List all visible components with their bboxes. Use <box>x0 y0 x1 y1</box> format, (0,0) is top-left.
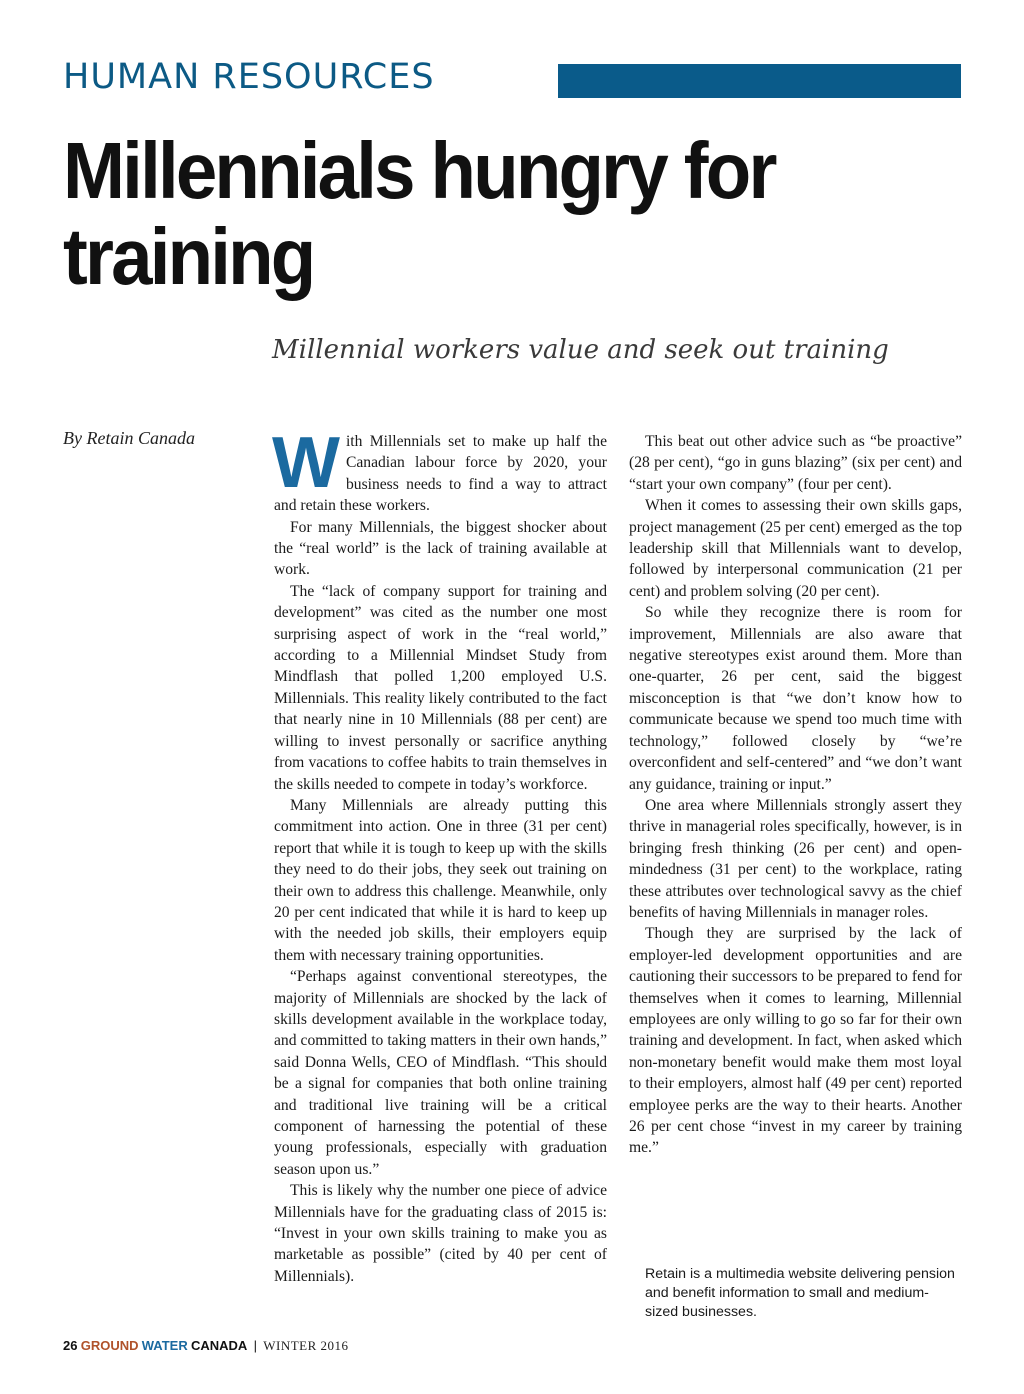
section-label: HUMAN RESOURCES <box>63 57 435 97</box>
page-number: 26 <box>63 1338 78 1353</box>
article-byline: By Retain Canada <box>63 428 195 448</box>
article-paragraph: Though they are surprised by the lack of employer-led development opportunities and are cautioning their successors to be prepared to fend for themselves when it comes to learning, Millennial employees are only willing to go so far for their own training and development. In fact, when asked which non-monetary benefit would make them most loyal to their employers, almost half (49 per cent) reported employee perks are the way to their hearts. Another 26 per cent chose “invest in my career by training me.” <box>629 925 962 1157</box>
page-footer <box>63 1338 349 1354</box>
magazine-name-part: WATER <box>141 1338 188 1353</box>
article-paragraph <box>272 423 607 517</box>
issue-date: WINTER 2016 <box>263 1338 349 1353</box>
article-paragraph: “Perhaps against conventional stereotypes, the majority of Millennials are shocked by the lack of skills development available in the workplace today, and committed to taking matters in their own hands,” said Donna Wells, CEO of Mindflash. “This should be a signal for companies that both online training and traditional live training will be a critical component of harnessing the potential of these young professionals, especially with graduation season upon us.” <box>274 968 607 1178</box>
author-note: Retain is a multimedia website delivering pension and benefit information to small and medium-sized businesses. <box>645 1266 955 1320</box>
article-paragraph: When it comes to assessing their own skills gaps, project management (25 per cent) emerged as the top leadership skill that Millennials want to develop, followed by interpersonal communication (21 per cent) and problem solving (20 per cent). <box>629 497 962 600</box>
article-paragraph: This is likely why the number one piece of advice Millennials have for the graduating class of 2015 is: “Invest in your own skills training to make you as marketable as possible” (cited by 40 per cent of Millennials). <box>274 1182 607 1285</box>
article-paragraph: Many Millennials are already putting this commitment into action. One in three (31 per cent) report that while it is tough to keep up with the skills they need to do their jobs, they seek out training on their own to address this challenge. Meanwhile, only 20 per cent indicated that while it is hard to keep up with the needed job skills, their employers equip them with necessary training opportunities. <box>274 796 607 964</box>
article-headline: Millennials hungry for training <box>63 126 775 301</box>
footer-separator: | <box>253 1338 257 1353</box>
article-column-1 <box>272 423 607 1287</box>
article-deck: Millennial workers value and seek out training <box>272 335 889 365</box>
article-paragraph: One area where Millennials strongly assert they thrive in managerial roles specifically, however, is in bringing fresh thinking (26 per cent) and open-mindedness (31 per cent) to the workplace, rating these attributes over technological savvy as the chief benefits of having Millennials in manager roles. <box>629 796 962 921</box>
magazine-name-part: CANADA <box>190 1338 248 1353</box>
article-paragraph: For many Millennials, the biggest shocker about the “real world” is the lack of training available at work. <box>274 518 607 579</box>
magazine-name-part: GROUND <box>80 1338 139 1353</box>
drop-cap: W <box>272 423 340 503</box>
article-column-2 <box>629 431 962 1159</box>
article-paragraph: This beat out other advice such as “be proactive” (28 per cent), “go in guns blazing” (six per cent) and “start your own company” (four per cent). <box>629 433 962 493</box>
paragraph-text: ith Millennials set to make up half the Canadian labour force by 2020, your business needs to find a way to attract and retain these workers. <box>274 433 607 515</box>
section-color-bar <box>558 64 961 98</box>
article-paragraph: The “lack of company support for training and development” was cited as the number one most surprising aspect of work in the “real world,” according to a Millennial Mindset Study from Mindflash that polled 1,200 employed U.S. Millennials. This reality likely contributed to the fact that nearly nine in 10 Millennials (88 per cent) are willing to invest personally or sacrifice anything from vacations to coffee habits to train themselves in the skills needed to compete in today’s workforce. <box>274 582 607 793</box>
article-paragraph: So while they recognize there is room for improvement, Millennials are also aware that negative stereotypes exist around them. More than one-quarter, 26 per cent, said the biggest misconception is that “we don’t know how to communicate because we spend too much time with technology,” followed closely by “we’re overconfident and self-centered” and “we don’t want any guidance, training or input.” <box>629 604 962 793</box>
